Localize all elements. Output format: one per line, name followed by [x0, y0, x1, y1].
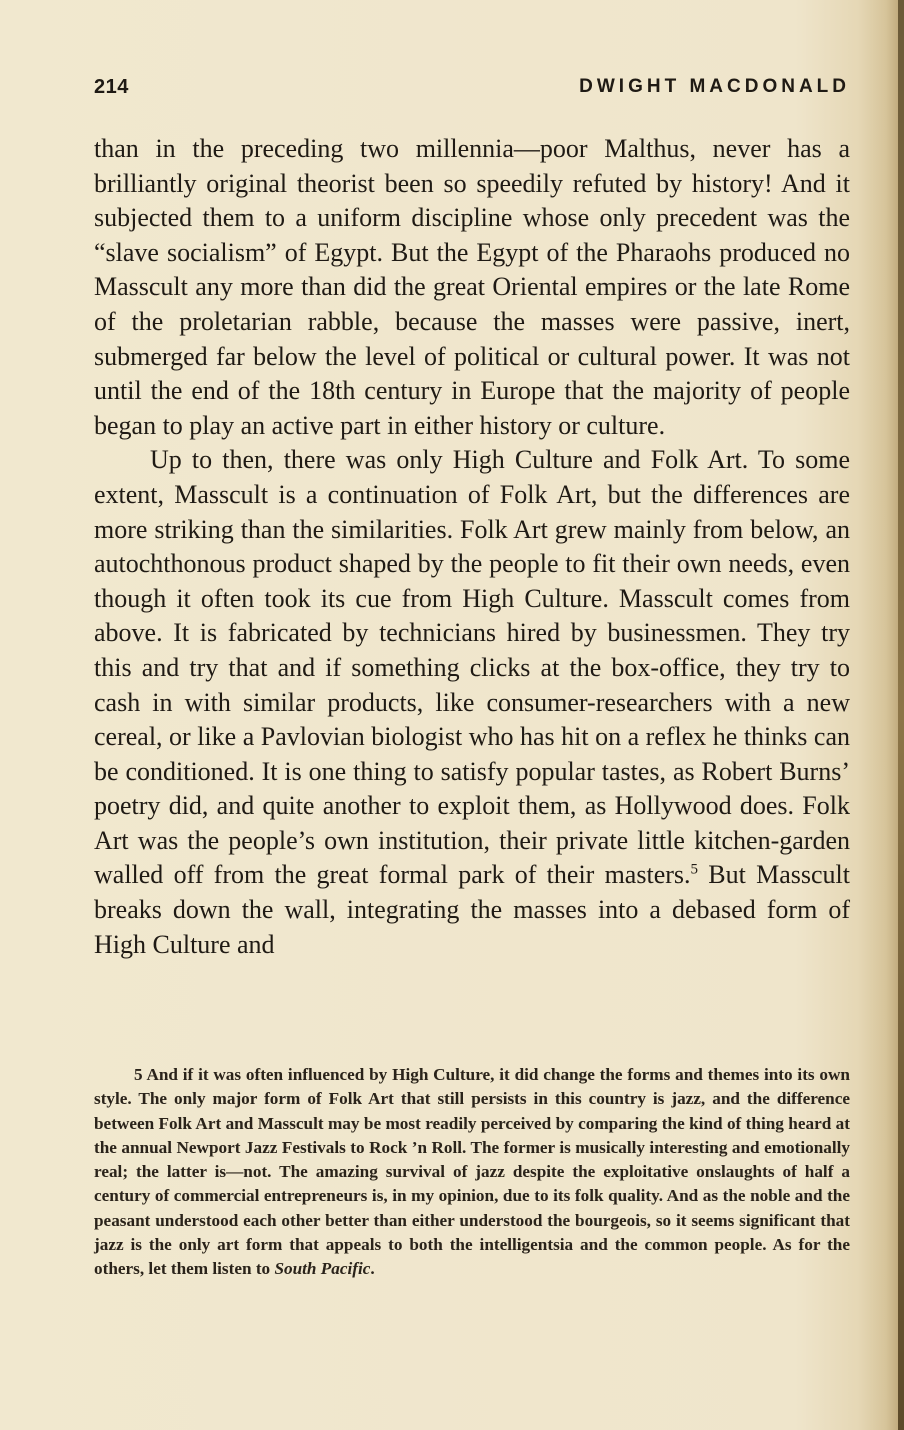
footnote-reference-5: 5 — [690, 861, 699, 878]
footnote-paragraph — [94, 1063, 850, 1282]
running-head — [94, 76, 850, 106]
footnote-text: 5 And if it was often influenced by High Culture, it did change the forms and themes into its own style. The only major form of Folk Art that still persists in this country is jazz, and the difference between Folk Art and Masscult may be most readily perceived by comparing the kind of thing heard at the annual Newport Jazz Festivals to Rock ’n Roll. The former is musically interesting and emotionally real; the latter is—not. The amazing survival of jazz despite the exploitative onslaughts of half a century of commercial entrepreneurs is, in my opinion, due to its folk quality. And as the noble and the peasant understood each other better than either understood the bourgeois, so it seems significant that jazz is the only art form that appeals to both the intelligentsia and the common people. As for the others, let them listen to — [94, 1065, 850, 1279]
paragraph-1: than in the preceding two millennia—poor Malthus, never has a brilliantly original theorist been so speedily refuted by history! And it subjected them to a uniform discipline whose only precedent was the “slave socialism” of Egypt. But the Egypt of the Pharaohs produced no Masscult any more than did the great Oriental empires or the late Rome of the proletarian rabble, because the masses were passive, inert, submerged far below the level of political or cultural power. It was not until the end of the 18th century in Europe that the majority of people began to play an active part in either history or culture. — [94, 134, 850, 440]
author-running-head: DWIGHT MACDONALD — [579, 76, 850, 97]
page-number: 214 — [94, 76, 129, 98]
paragraph-2-text-before-note: Up to then, there was only High Culture and Folk Art. To some extent, Masscult is a continuation of Folk Art, but the differences are more striking than the similarities. Folk Art grew mainly from below, an autochthonous product shaped by the people to fit their own needs, even though it often took its cue from High Culture. Masscult comes from above. It is fabricated by technicians hired by businessmen. They try this and try that and if something clicks at the box-office, they try to cash in with similar products, like consumer-researchers with a new cereal, or like a Pavlovian biologist who has hit on a reflex he thinks can be conditioned. It is one thing to satisfy popular tastes, as Robert Burns’ poetry did, and quite another to exploit them, as Hollywood does. Folk Art was the people’s own institution, their private little kitchen-garden walled off from the great formal park of their masters. — [94, 445, 850, 890]
page-edge-shadow — [898, 0, 904, 1430]
footnote-end-punctuation: . — [370, 1259, 375, 1279]
footnote-5 — [94, 1063, 850, 1282]
paragraph-2-text-after-note: But Masscult breaks down the wall, integrating the masses into a debased form of High Culture and — [94, 860, 850, 959]
footnote-italic-title: South Pacific — [274, 1259, 371, 1279]
main-text — [94, 132, 850, 962]
paragraph-2 — [94, 443, 850, 962]
